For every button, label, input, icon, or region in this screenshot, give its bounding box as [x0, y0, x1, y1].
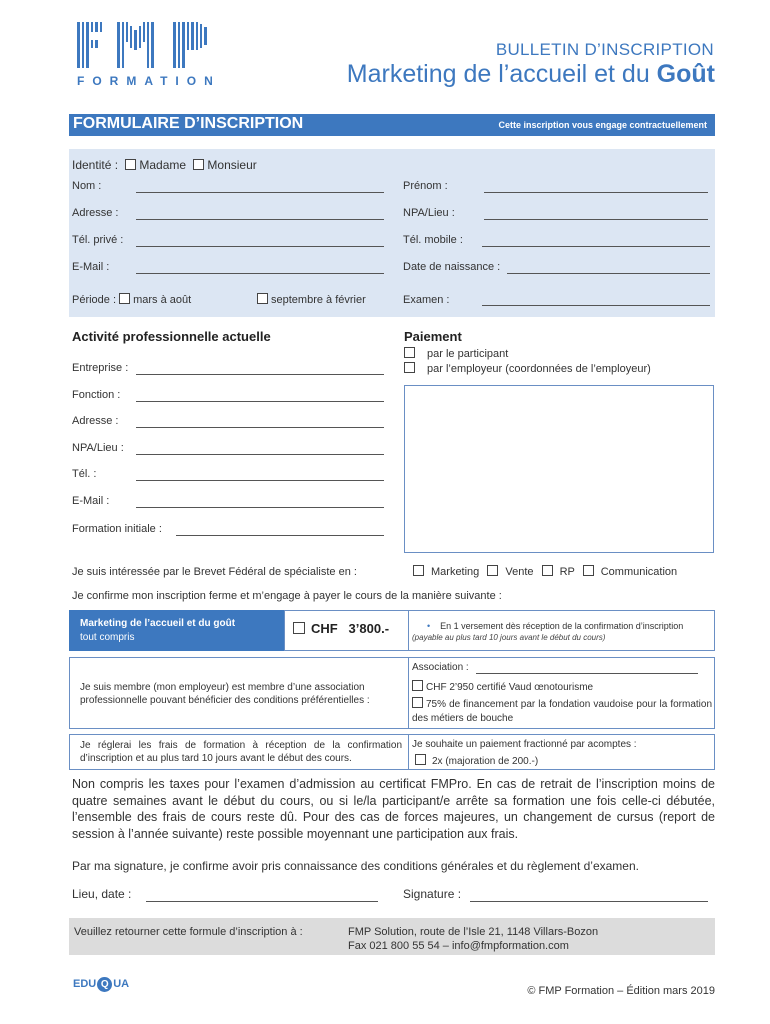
- naissance-field[interactable]: [507, 273, 710, 274]
- act-tel-label: Tél. :: [72, 468, 97, 480]
- examen-field[interactable]: [482, 305, 710, 306]
- member-opt2-checkbox[interactable]: [412, 697, 423, 708]
- reception-text: Je réglerai les frais de formation à réception de la confirmation d’inscription et au plus tard 10 jours avant le début des cours.: [80, 740, 402, 764]
- installments-cell: [408, 734, 715, 770]
- prenom-label: Prénom :: [403, 180, 448, 192]
- adresse-field[interactable]: [136, 219, 384, 220]
- brevet-communication-label: Communication: [600, 566, 678, 578]
- pay-full-row: [427, 621, 683, 631]
- signature-field[interactable]: [470, 901, 708, 902]
- payment-opt2: [404, 362, 651, 375]
- payment-participant-checkbox[interactable]: [404, 347, 415, 358]
- return-label: Veuillez retourner cette formule d’inscription à :: [74, 926, 303, 938]
- reception-cell: [69, 734, 409, 770]
- monsieur-checkbox[interactable]: [193, 159, 204, 170]
- brevet-marketing-checkbox[interactable]: [413, 565, 424, 576]
- member-options-cell: [408, 657, 715, 729]
- examen-label: Examen :: [403, 294, 450, 306]
- installments-checkbox[interactable]: [415, 754, 426, 765]
- tel-prive-field[interactable]: [136, 246, 384, 247]
- fonction-field[interactable]: [136, 401, 384, 402]
- act-email-field[interactable]: [136, 507, 384, 508]
- act-email-label: E-Mail :: [72, 495, 110, 507]
- price-value: CHF 3’800.-: [311, 621, 390, 636]
- course-sub: tout compris: [80, 632, 135, 643]
- return-address: FMP Solution, route de l’Isle 21, 1148 Villars-Bozon: [348, 926, 599, 938]
- septembre-fevrier-label: septembre à février: [271, 294, 366, 306]
- npa-field[interactable]: [484, 219, 708, 220]
- madame-checkbox[interactable]: [125, 159, 136, 170]
- act-tel-field[interactable]: [136, 480, 384, 481]
- association-label: Association :: [412, 662, 469, 673]
- banner-note: Cette inscription vous engage contractuellement: [498, 120, 707, 130]
- form-banner: [69, 114, 715, 136]
- price-checkbox[interactable]: [293, 622, 305, 634]
- payment-title: Paiement: [404, 329, 462, 344]
- septembre-fevrier-checkbox[interactable]: [257, 293, 268, 304]
- logo-subtitle: FORMATION: [77, 74, 221, 88]
- monsieur-label: Monsieur: [207, 158, 257, 172]
- mars-aout-label: mars à août: [133, 294, 192, 306]
- activity-title: Activité professionnelle actuelle: [72, 329, 271, 344]
- brevet-options: [413, 565, 677, 578]
- pay-full-cell: [408, 610, 715, 651]
- brevet-communication-checkbox[interactable]: [583, 565, 594, 576]
- act-adresse-label: Adresse :: [72, 415, 119, 427]
- logo-graphic: [75, 18, 240, 70]
- payment-participant-label: par le participant: [427, 348, 509, 360]
- brevet-vente-label: Vente: [505, 566, 534, 578]
- payment-employer-label: par l’employeur (coordonnées de l’employeur): [427, 363, 651, 375]
- pay-full-bullet: •: [427, 621, 431, 631]
- tel-mobile-label: Tél. mobile :: [403, 234, 463, 246]
- madame-label: Madame: [139, 158, 187, 172]
- periode-row: [72, 293, 191, 306]
- page-title-main: Marketing de l’accueil et du: [346, 60, 657, 88]
- association-field[interactable]: [476, 673, 698, 674]
- lieu-date-field[interactable]: [146, 901, 378, 902]
- email-label: E-Mail :: [72, 261, 110, 273]
- installments-text: Je souhaite un paiement fractionné par acomptes :: [412, 739, 637, 750]
- payment-employer-checkbox[interactable]: [404, 362, 415, 373]
- signature-confirm-text: Par ma signature, je confirme avoir pris connaissance des conditions générales et du règlement d’examen.: [72, 859, 639, 873]
- installments-opt-label: 2x (majoration de 200.-): [432, 756, 539, 767]
- entreprise-label: Entreprise :: [72, 362, 129, 374]
- payment-opt1: [404, 347, 508, 360]
- formation-label: Formation initiale :: [72, 523, 162, 535]
- terms-paragraph: Non compris les taxes pour l’examen d’admission au certificat FMPro. En cas de retrait de l’inscription moins de quatre semaines avant le début du cours, ou si le/la participant/e arrête sa formation une fois celle-ci débutée, l’ensemble des frais de cours reste dû. Pour des cas de forces majeures, un changement de cursus (report de session à l’année suivante) reste possible moyennant une participation aux frais.: [72, 777, 715, 841]
- association-row: [412, 662, 469, 673]
- identity-label: Identité :: [72, 158, 119, 172]
- eduqua-logo-a: EDU: [73, 978, 97, 990]
- member-text: Je suis membre (mon employeur) est membre d’une association professionnelle pouvant bénéficier des conditions préférentielles :: [80, 682, 370, 706]
- return-contact: Fax 021 800 55 54 – info@fmpformation.com: [348, 940, 569, 952]
- tel-mobile-field[interactable]: [482, 246, 710, 247]
- member-opt1-checkbox[interactable]: [412, 680, 423, 691]
- periode-opt2: [257, 293, 366, 306]
- member-opt2-row: [412, 697, 712, 726]
- signature-label: Signature :: [403, 887, 462, 901]
- fmp-logo: [75, 18, 245, 93]
- nom-label: Nom :: [72, 180, 102, 192]
- act-adresse-field[interactable]: [136, 427, 384, 428]
- adresse-label: Adresse :: [72, 207, 119, 219]
- act-npa-label: NPA/Lieu :: [72, 442, 124, 454]
- member-opt1-label: CHF 2’950 certifié Vaud œnotourisme: [426, 682, 594, 693]
- fonction-label: Fonction :: [72, 389, 121, 401]
- eduqua-logo: [73, 977, 129, 992]
- price-cell: [284, 610, 409, 651]
- identity-panel: [69, 149, 715, 317]
- course-cell: [69, 610, 285, 651]
- lieu-date-label: Lieu, date :: [72, 887, 132, 901]
- page-title: [347, 60, 715, 89]
- member-cell: [69, 657, 409, 729]
- brevet-vente-checkbox[interactable]: [487, 565, 498, 576]
- entreprise-field[interactable]: [136, 374, 384, 375]
- eduqua-logo-c: UA: [113, 978, 130, 990]
- page-title-bold: Goût: [656, 60, 715, 88]
- pay-full-note: (payable au plus tard 10 jours avant le début du cours): [412, 633, 606, 642]
- prenom-field[interactable]: [484, 192, 708, 193]
- banner-title: FORMULAIRE D’INSCRIPTION: [73, 115, 304, 132]
- price-row: [293, 621, 389, 636]
- periode-label: Période :: [72, 294, 117, 306]
- identity-row: [72, 158, 257, 172]
- brevet-text: Je suis intéressée par le Brevet Fédéral de spécialiste en :: [72, 566, 357, 578]
- brevet-marketing-label: Marketing: [431, 566, 480, 578]
- formation-field[interactable]: [176, 535, 384, 536]
- pay-full-text: En 1 versement dès réception de la confirmation d’inscription: [440, 621, 684, 631]
- nom-field[interactable]: [136, 192, 384, 193]
- employer-details-box[interactable]: [404, 385, 714, 553]
- member-opt1-row: [412, 680, 593, 693]
- footer-copyright: © FMP Formation – Édition mars 2019: [527, 985, 715, 997]
- naissance-label: Date de naissance :: [403, 261, 501, 273]
- brevet-rp-checkbox[interactable]: [542, 565, 553, 576]
- mars-aout-checkbox[interactable]: [119, 293, 130, 304]
- act-npa-field[interactable]: [136, 454, 384, 455]
- installments-opt-row: [415, 754, 538, 767]
- header-kicker: BULLETIN D’INSCRIPTION: [495, 40, 714, 59]
- course-name: Marketing de l’accueil et du goût: [80, 618, 236, 629]
- confirm-text: Je confirme mon inscription ferme et m’engage à payer le cours de la manière suivante :: [72, 590, 502, 602]
- eduqua-logo-q: Q: [97, 977, 112, 992]
- member-opt2-label: 75% de financement par la fondation vaudoise pour la formation des métiers de bouche: [412, 699, 712, 724]
- npa-label: NPA/Lieu :: [403, 207, 455, 219]
- brevet-rp-label: RP: [559, 566, 575, 578]
- email-field[interactable]: [136, 273, 384, 274]
- tel-prive-label: Tél. privé :: [72, 234, 124, 246]
